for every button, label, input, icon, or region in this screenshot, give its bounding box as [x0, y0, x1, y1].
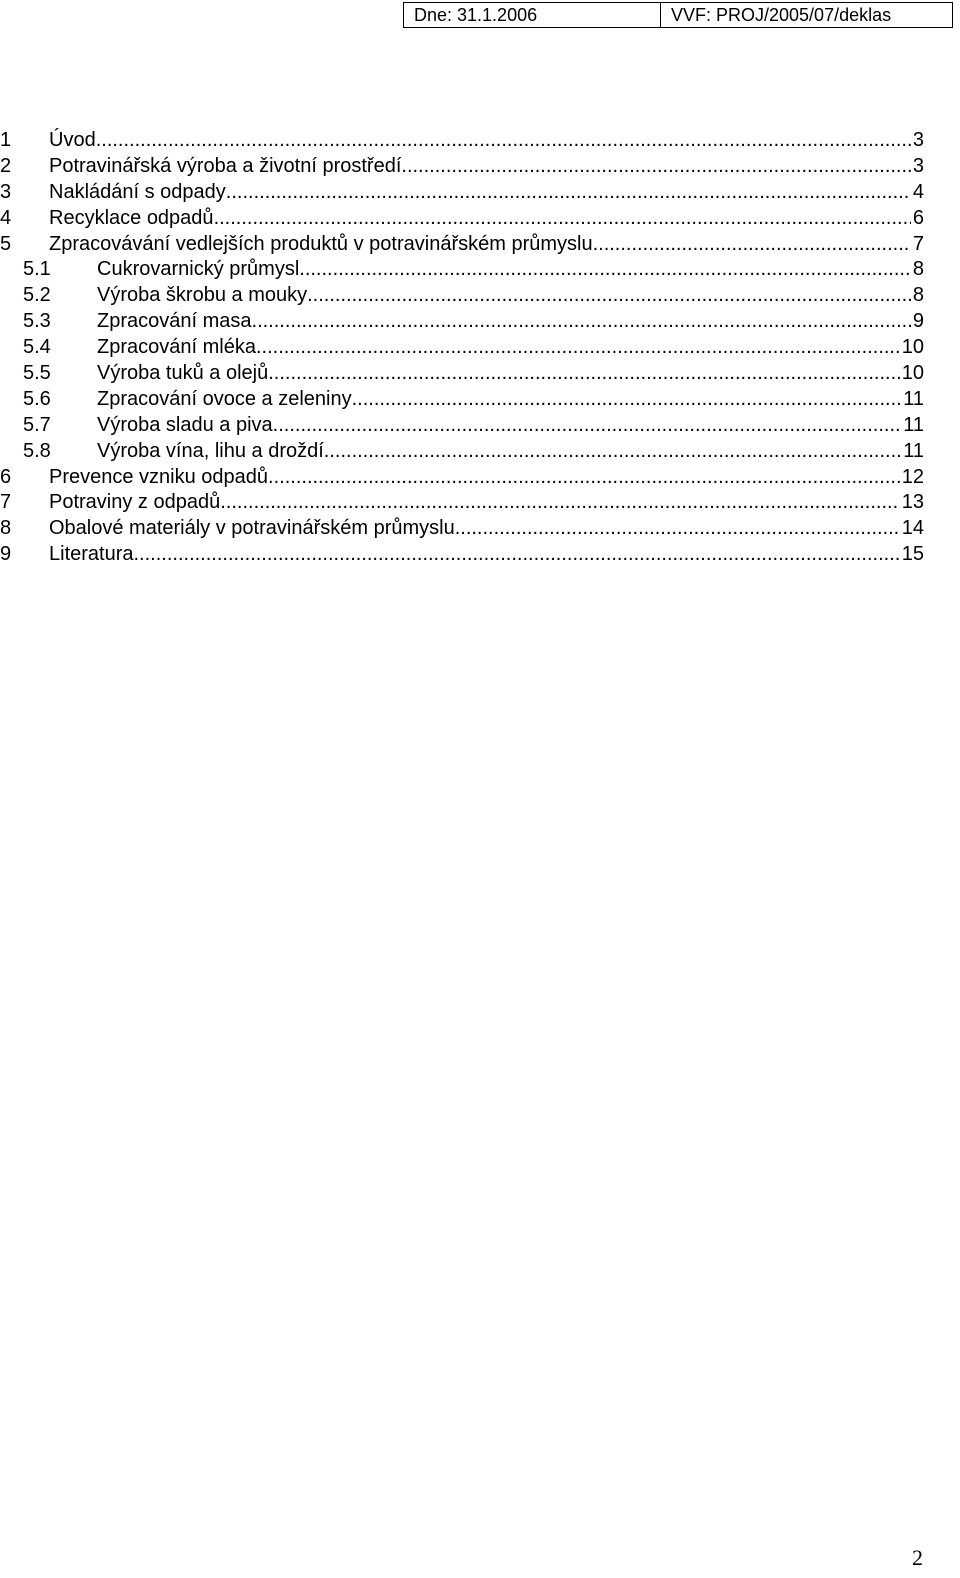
toc-entry-leader-dots	[401, 154, 910, 180]
toc-entry-page: 3	[912, 129, 924, 151]
toc-entry-page: 8	[912, 258, 924, 281]
toc-entry-page: 10	[901, 362, 924, 385]
header-reference: VVF: PROJ/2005/07/deklas	[671, 4, 892, 25]
toc-entry-leader-dots	[273, 413, 902, 439]
toc-entry-title: Zpracování masa	[97, 310, 252, 333]
toc-entry-page: 11	[903, 413, 924, 436]
toc-entry-number: 5	[0, 232, 12, 255]
toc-entry-leader-dots	[352, 387, 902, 413]
toc-entry-title: Potraviny z odpadů	[49, 491, 221, 514]
toc-entry-page: 13	[901, 491, 924, 514]
toc-entry-number: 5.4	[23, 336, 51, 359]
toc-entry-page: 7	[912, 232, 924, 255]
toc-entry-leader-dots	[299, 257, 911, 283]
toc-entry-number: 6	[0, 465, 12, 488]
toc-entry[interactable]	[0, 232, 924, 258]
toc-entry[interactable]	[0, 128, 924, 154]
toc-entry-number: 5.7	[23, 413, 51, 436]
toc-entry-page: 11	[903, 387, 924, 410]
toc-entry-title: Obalové materiály v potravinářském průmyslu	[49, 517, 455, 540]
toc-entry-leader-dots	[134, 542, 900, 568]
toc-entry-page: 9	[912, 310, 924, 333]
toc-entry-leader-dots	[220, 490, 900, 516]
toc-entry-leader-dots	[268, 361, 900, 387]
toc-entry-number: 9	[0, 543, 12, 566]
toc-entry-page: 6	[912, 206, 924, 229]
toc-entry[interactable]	[0, 257, 924, 283]
toc-entry-title: Výroba sladu a piva	[97, 413, 273, 436]
toc-entry-title: Literatura	[49, 543, 134, 566]
toc-entry-title: Výroba škrobu a mouky	[97, 284, 308, 307]
toc-entry-number: 5.8	[23, 439, 51, 462]
document-header	[403, 2, 953, 28]
page-number: 2	[912, 1545, 923, 1570]
toc-entry-number: 2	[0, 154, 12, 177]
toc-entry-number: 7	[0, 491, 12, 514]
toc-entry-page: 3	[912, 154, 924, 177]
toc-entry-title: Prevence vzniku odpadů	[49, 465, 269, 488]
toc-entry[interactable]	[0, 516, 924, 542]
toc-entry-title: Potravinářská výroba a životní prostředí	[49, 154, 402, 177]
toc-entry-page: 10	[901, 336, 924, 359]
toc-entry[interactable]	[0, 439, 924, 465]
toc-entry-page: 14	[901, 517, 924, 540]
toc-entry-page: 8	[912, 284, 924, 307]
toc-entry-title: Výroba vína, lihu a droždí	[97, 439, 324, 462]
toc-entry-title: Nakládání s odpady	[49, 180, 226, 203]
toc-entry-number: 5.1	[23, 258, 51, 281]
toc-entry-leader-dots	[96, 128, 911, 154]
toc-entry-leader-dots	[252, 309, 911, 335]
toc-entry-leader-dots	[324, 439, 901, 465]
toc-entry[interactable]	[0, 490, 924, 516]
toc-entry-number: 8	[0, 517, 12, 540]
toc-entry-number: 5.5	[23, 362, 51, 385]
toc-entry-page: 12	[901, 465, 924, 488]
toc-entry-title: Zpracování mléka	[97, 336, 256, 359]
toc-entry-leader-dots	[307, 283, 911, 309]
toc-entry[interactable]	[0, 154, 924, 180]
toc-entry-leader-dots	[226, 180, 911, 206]
toc-entry-leader-dots	[593, 232, 911, 258]
toc-entry[interactable]	[0, 387, 924, 413]
toc-entry-number: 5.2	[23, 284, 51, 307]
toc-entry-number: 5.6	[23, 387, 51, 410]
toc-entry[interactable]	[0, 335, 924, 361]
toc-entry-title: Recyklace odpadů	[49, 206, 214, 229]
header-date: Dne: 31.1.2006	[404, 3, 661, 27]
toc-entry-leader-dots	[214, 206, 911, 232]
toc-entry-page: 11	[903, 439, 924, 462]
toc-entry-leader-dots	[455, 516, 900, 542]
toc-entry-title: Cukrovarnický průmysl	[97, 258, 300, 281]
toc-entry-page: 4	[912, 180, 924, 203]
toc-entry-leader-dots	[268, 465, 900, 491]
toc-entry[interactable]	[0, 206, 924, 232]
toc-entry[interactable]	[0, 283, 924, 309]
toc-entry-number: 5.3	[23, 310, 51, 333]
toc-entry-number: 3	[0, 180, 12, 203]
toc-entry[interactable]	[0, 361, 924, 387]
toc-entry[interactable]	[0, 180, 924, 206]
toc-entry[interactable]	[0, 309, 924, 335]
toc-entry-number: 1	[0, 129, 12, 151]
toc-entry[interactable]	[0, 542, 924, 568]
toc-entry[interactable]	[0, 413, 924, 439]
toc-entry[interactable]	[0, 465, 924, 491]
toc-entry-title: Výroba tuků a olejů	[97, 362, 269, 385]
toc-entry-leader-dots	[256, 335, 900, 361]
toc-entry-title: Úvod	[49, 129, 96, 151]
table-of-contents	[0, 128, 924, 568]
toc-entry-title: Zpracování ovoce a zeleniny	[97, 387, 352, 410]
toc-entry-title: Zpracovávání vedlejších produktů v potravinářském průmyslu	[49, 232, 593, 255]
toc-entry-page: 15	[901, 543, 924, 566]
toc-entry-number: 4	[0, 206, 12, 229]
